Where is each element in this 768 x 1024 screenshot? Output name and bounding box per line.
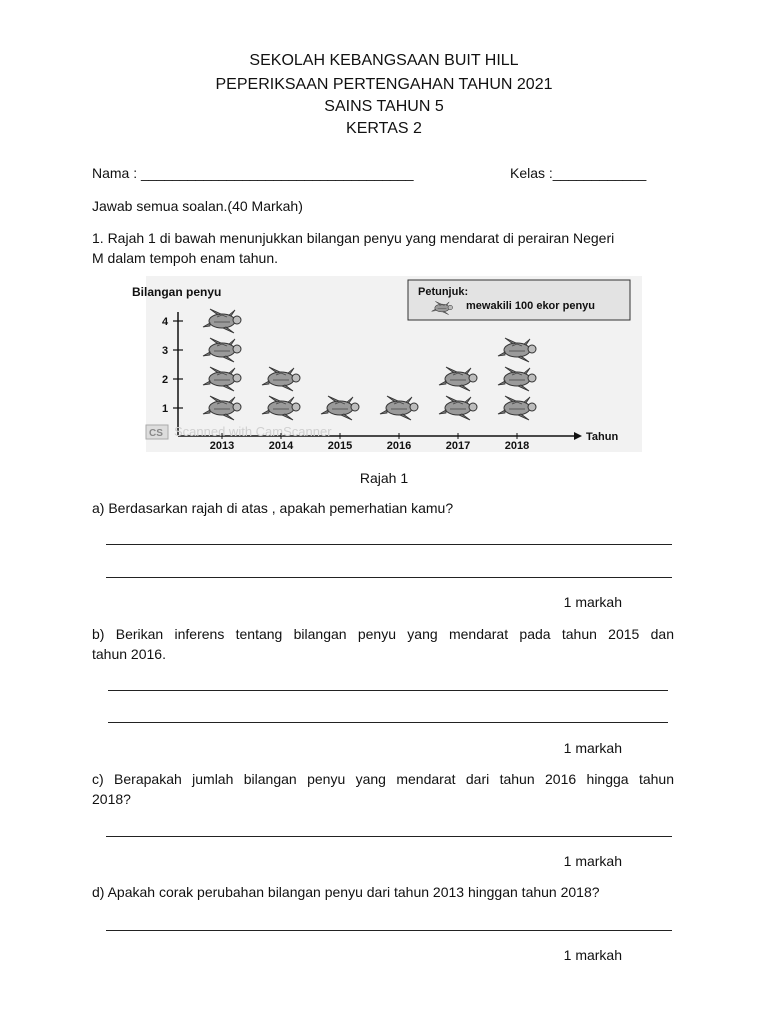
x-axis-label: Tahun [586,431,619,443]
question-b-line1: b) Berikan inferens tentang bilangan penyu yang mendarat pada tahun 2015 dan [92,626,674,642]
paper-title: KERTAS 2 [346,120,422,137]
question-d: d) Apakah corak perubahan bilangan penyu dari tahun 2013 hinggan tahun 2018? [92,884,600,900]
question-c-line2: 2018? [92,791,131,807]
answer-line-a1[interactable] [106,544,672,545]
q1-intro-line1: 1. Rajah 1 di bawah menunjukkan bilangan penyu yang mendarat di perairan Negeri [92,230,615,246]
watermark-badge-text: CS [149,428,163,439]
x-axis-arrow [574,432,582,440]
y-axis-label: Bilangan penyu [132,285,222,299]
x-tick-label-2013: 2013 [209,440,235,452]
answer-line-a2[interactable] [106,577,672,578]
instruction: Jawab semua soalan.(40 Markah) [92,198,303,214]
question-a: a) Berdasarkan rajah di atas , apakah pemerhatian kamu? [92,500,454,516]
y-tick-label: 4 [162,316,169,328]
subject-title: SAINS TAHUN 5 [324,98,444,115]
question-b-line2: tahun 2016. [92,646,166,662]
y-tick-label: 3 [162,345,169,357]
q1-intro-line2: M dalam tempoh enam tahun. [92,250,278,266]
turtle-mark-2013-4 [203,309,241,333]
watermark-text: Scanned with CamScanner [174,424,332,439]
answer-line-c1[interactable] [106,836,672,837]
mark-a: 1 markah [563,594,622,610]
mark-b: 1 markah [563,740,622,756]
answer-line-d1[interactable] [106,930,672,931]
x-tick-label-2018: 2018 [504,440,530,452]
turtle-mark-2018-1 [498,396,536,420]
figure-caption: Rajah 1 [359,470,409,486]
turtle-mark-2013-2 [203,367,241,391]
answer-line-b1[interactable] [108,690,668,691]
school-name: SEKOLAH KEBANGSAAN BUIT HILL [249,52,519,69]
x-tick-label-2014: 2014 [268,440,294,452]
turtle-mark-2015-1 [321,396,359,420]
turtle-mark-2017-2 [439,367,477,391]
turtle-mark-2013-1 [203,396,241,420]
turtle-mark-2016-1 [380,396,418,420]
answer-line-b2[interactable] [108,722,668,723]
turtle-mark-2014-2 [262,367,300,391]
x-tick-label-2015: 2015 [327,440,353,452]
question-c-line1: c) Berapakah jumlah bilangan penyu yang mendarat dari tahun 2016 hingga tahun [92,771,674,787]
mark-c: 1 markah [563,853,622,869]
legend-title: Petunjuk: [418,286,469,298]
turtle-mark-2013-3 [203,338,241,362]
y-tick-label: 1 [162,403,169,415]
x-tick-label-2017: 2017 [445,440,471,452]
x-tick-label-2016: 2016 [386,440,412,452]
turtle-mark-2017-1 [439,396,477,420]
mark-d: 1 markah [563,947,622,963]
turtle-mark-2014-1 [262,396,300,420]
exam-title: PEPERIKSAAN PERTENGAHAN TAHUN 2021 [215,76,553,93]
turtle-mark-2018-3 [498,338,536,362]
name-field: Nama : ___________________________________ [92,165,414,181]
figure-scan [132,276,642,452]
legend-text: mewakili 100 ekor penyu [466,300,596,312]
turtle-mark-2018-2 [498,367,536,391]
pictogram-chart [132,276,642,452]
class-field: Kelas :____________ [510,165,647,181]
y-tick-label: 2 [162,374,169,386]
